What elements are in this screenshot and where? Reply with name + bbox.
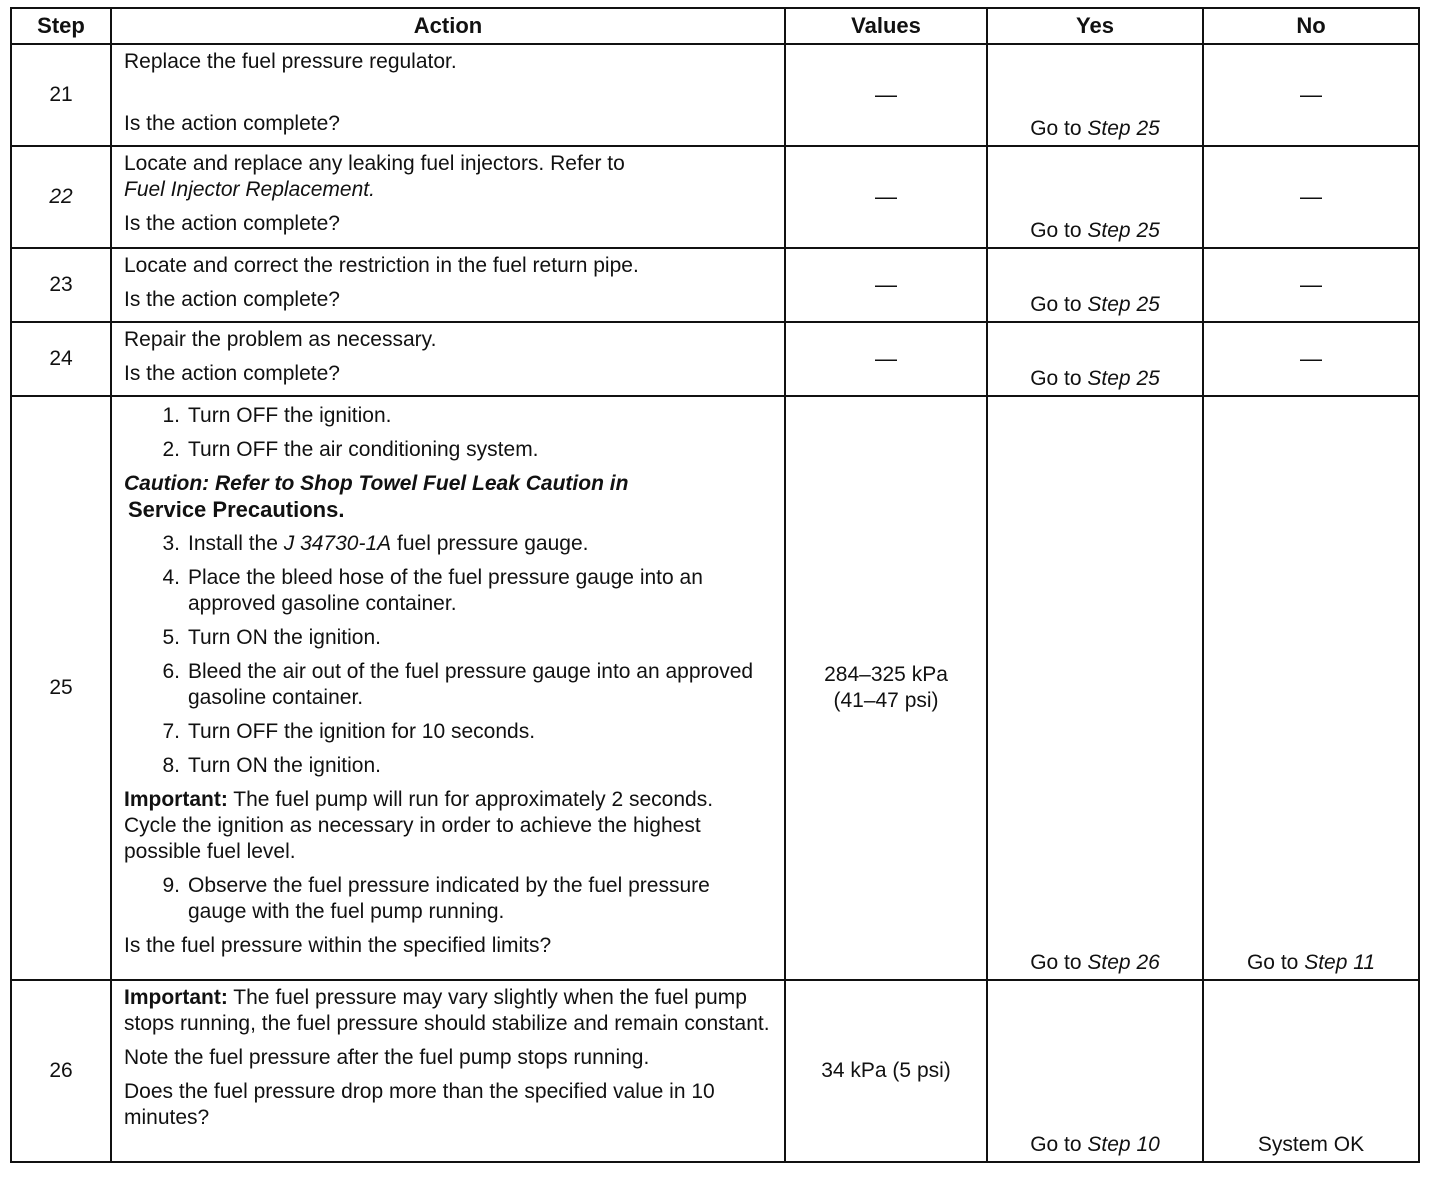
dash: —	[875, 271, 897, 297]
caution-note: Caution: Refer to Shop Towel Fuel Leak Caution in Service Precautions.	[124, 471, 770, 523]
no-cell	[1203, 146, 1419, 248]
goto-step-link[interactable]: Step 11	[1304, 951, 1376, 974]
goto-prefix: Go to	[1030, 951, 1082, 974]
action-question: Is the action complete?	[124, 112, 340, 135]
dash: —	[1300, 184, 1322, 209]
step-number: 23	[11, 248, 111, 322]
values-cell	[785, 980, 987, 1162]
table-row	[11, 248, 1419, 322]
tool-number: J 34730-1A	[283, 532, 392, 555]
goto	[988, 293, 1202, 317]
values-cell	[785, 146, 987, 248]
system-ok: System OK	[1257, 1133, 1365, 1156]
no-cell	[1203, 322, 1419, 396]
action-cell	[111, 396, 785, 980]
important-note: Important: The fuel pressure may vary slightly when the fuel pump stops running, the fuel pressure should stabilize and remain constant.	[124, 986, 770, 1035]
no-cell	[1203, 396, 1419, 980]
values-cell	[785, 396, 987, 980]
step-number: 25	[11, 396, 111, 980]
table-row	[11, 322, 1419, 396]
goto-step-link[interactable]: Step 25	[1087, 219, 1160, 242]
goto-prefix: Go to	[1246, 951, 1299, 974]
goto-step-link[interactable]: Step 25	[1087, 293, 1160, 316]
goto-step-link[interactable]: Step 25	[1087, 367, 1160, 390]
value-psi: (41–47 psi)	[833, 689, 939, 712]
values-cell	[785, 44, 987, 146]
list-item: 7. Turn OFF the ignition for 10 seconds.	[162, 720, 536, 743]
list-item: 6. Bleed the air out of the fuel pressure gauge into an approved gasoline container.	[162, 660, 754, 709]
action-cell	[111, 146, 785, 248]
yes-cell	[987, 396, 1203, 980]
action-question: Is the action complete?	[124, 212, 340, 235]
action-cell	[111, 248, 785, 322]
list-item: 3. Install the J 34730-1A fuel pressure gauge.	[162, 532, 589, 555]
table-row	[11, 396, 1419, 980]
header-no: No	[1203, 8, 1419, 44]
table-row	[11, 146, 1419, 248]
action-cell	[111, 980, 785, 1162]
values-cell	[785, 248, 987, 322]
dash: —	[875, 183, 897, 209]
no-cell	[1203, 44, 1419, 146]
action-cell	[111, 322, 785, 396]
goto-prefix: Go to	[1030, 117, 1082, 140]
service-precautions-link[interactable]: Service Precautions.	[128, 497, 345, 522]
value-kpa: 34 kPa (5 psi)	[821, 1059, 951, 1082]
yes-cell	[987, 248, 1203, 322]
table-row	[11, 44, 1419, 146]
yes-cell	[987, 322, 1203, 396]
value-kpa: 284–325 kPa	[824, 663, 948, 686]
goto	[988, 367, 1202, 391]
header-yes: Yes	[987, 8, 1203, 44]
values-cell	[785, 322, 987, 396]
list-item: 1. Turn OFF the ignition.	[162, 404, 392, 427]
action-text: Note the fuel pressure after the fuel pump stops running.	[124, 1046, 650, 1069]
dash: —	[1300, 272, 1322, 297]
goto	[1204, 951, 1418, 975]
action-question: Is the action complete?	[124, 288, 340, 311]
step-number: 26	[11, 980, 111, 1162]
table-row	[11, 980, 1419, 1162]
goto-prefix: Go to	[1030, 293, 1082, 316]
reference-link[interactable]: Fuel Injector Replacement	[124, 178, 370, 201]
step-number: 24	[11, 322, 111, 396]
list-item: 5. Turn ON the ignition.	[162, 626, 381, 649]
goto-prefix: Go to	[1030, 367, 1082, 390]
dash: —	[1300, 82, 1322, 107]
dash: —	[875, 345, 897, 371]
step-number: 21	[11, 44, 111, 146]
goto	[988, 219, 1202, 243]
goto-step-link[interactable]: Step 10	[1087, 1133, 1160, 1156]
yes-cell	[987, 44, 1203, 146]
important-note: Important: The fuel pump will run for approximately 2 seconds. Cycle the ignition as necessary in order to achieve the highest possible fuel level.	[124, 788, 714, 863]
yes-cell	[987, 146, 1203, 248]
header-step: Step	[11, 8, 111, 44]
header-action: Action	[111, 8, 785, 44]
goto	[988, 951, 1202, 975]
list-item: 2. Turn OFF the air conditioning system.	[162, 438, 539, 461]
no-cell	[1203, 980, 1419, 1162]
step-number: 22	[11, 146, 111, 248]
diagnostic-table	[10, 7, 1420, 1163]
action-text: Repair the problem as necessary.	[124, 328, 437, 351]
action-question: Is the fuel pressure within the specified limits?	[124, 934, 552, 957]
goto	[988, 117, 1202, 141]
goto-step-link[interactable]: Step 25	[1087, 117, 1160, 140]
action-question: Does the fuel pressure drop more than the specified value in 10 minutes?	[124, 1080, 715, 1129]
goto	[988, 1133, 1202, 1157]
header-values: Values	[785, 8, 987, 44]
list-item: 9. Observe the fuel pressure indicated by the fuel pressure gauge with the fuel pump running.	[162, 874, 710, 923]
header-row	[11, 8, 1419, 44]
goto-prefix: Go to	[1030, 1133, 1082, 1156]
dash: —	[875, 81, 897, 107]
action-text: Locate and correct the restriction in the fuel return pipe.	[124, 254, 639, 277]
dash: —	[1300, 346, 1322, 371]
action-cell	[111, 44, 785, 146]
action-text: Replace the fuel pressure regulator.	[124, 50, 457, 73]
list-item: 8. Turn ON the ignition.	[162, 754, 381, 777]
list-item: 4. Place the bleed hose of the fuel pressure gauge into an approved gasoline container.	[162, 566, 703, 615]
yes-cell	[987, 980, 1203, 1162]
action-question: Is the action complete?	[124, 362, 340, 385]
no-cell	[1203, 248, 1419, 322]
action-text: Locate and replace any leaking fuel injectors. Refer to Fuel Injector Replacement.	[124, 152, 625, 201]
goto-prefix: Go to	[1030, 219, 1082, 242]
goto-step-link[interactable]: Step 26	[1087, 951, 1160, 974]
